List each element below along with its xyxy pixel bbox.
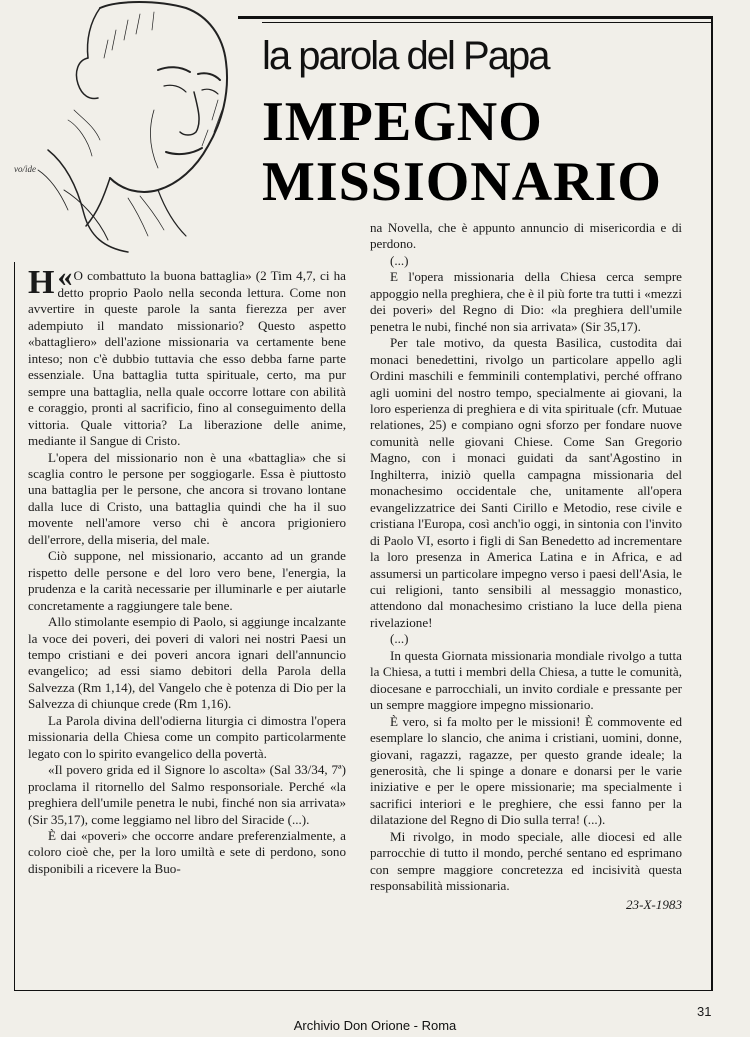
top-rule-thin — [262, 22, 712, 23]
paragraph: Mi rivolgo, in modo speciale, alle diocesi ed alle parrocchie di tutto il mondo, perché sentano ed esprimano con sempre maggiore concretezza ed incisività questa responsabilità missionaria. — [370, 828, 682, 894]
portrait-signature: vo/ide — [14, 164, 36, 174]
paragraph: È dai «poveri» che occorre andare preferenzialmente, a coloro cioè che, per la loro umiltà e sete di perdono, sono disponibili a ricevere la Buo- — [28, 827, 346, 876]
paragraph: « H O combattuto la buona battaglia» (2 Tim 4,7, ci ha detto proprio Paolo nella seconda lettura. Come non avvertire in queste parole la santa fierezza per aver adempiuto il mandato missionario? Questo aspetto «battagliero» dell'azione missionaria va certamente bene inteso; non c'è dubbio tuttavia che esso debba farne parte essenziale. Una battaglia tutta spirituale, certo, ma pur sempre una battaglia, nella quale occorre lottare con abilità e coraggio, pronti al sacrificio, fino al conseguimento della vittoria. Quale vittoria? La liberazione delle anime, mediante il Sangue di Cristo. — [28, 260, 346, 449]
left-rule — [14, 262, 15, 991]
paragraph: na Novella, che è appunto annuncio di misericordia e di perdono. — [370, 220, 682, 252]
left-column — [28, 260, 346, 877]
title-line-1: IMPEGNO — [262, 91, 543, 153]
page-number: 31 — [697, 1004, 712, 1019]
opening-quote: « — [57, 260, 73, 293]
article-title — [262, 92, 662, 212]
paragraph: È vero, si fa molto per le missioni! È commovente ed esemplare lo slancio, che anima i cristiani, uomini, donne, giovani, ragazzi, ragazze, per questo grande ideale; la generosità, che li spinge a donare e donarsi per le varie iniziative e per le opere missionarie; ma specialmente i sacrifici interiori e le preghiere, che essi fanno per la dilatazione del Regno di Dio sulla terra! (...). — [370, 713, 682, 828]
ellipsis: (...) — [390, 252, 409, 268]
ellipsis: (...) — [390, 631, 409, 647]
article-date: 23-X-1983 — [625, 896, 682, 912]
paragraph: La Parola divina dell'odierna liturgia ci dimostra l'opera missionaria della Chiesa come un compito particolarmente legato con lo spirito evangelico della povertà. — [28, 712, 346, 761]
paragraph: Allo stimolante esempio di Paolo, si aggiunge incalzante la voce dei poveri, dei poveri di valori nei nostri Paesi un tempo cristiani e dei poveri ancora ignari dell'annuncio evangelico; ad essi siamo debitori della Parola della Salvezza (Rm 1,14), del Vangelo che è potenza di Dio per la Salvezza di chiunque crede (Rm 1,16). — [28, 614, 346, 712]
pope-portrait-sketch — [8, 0, 258, 255]
section-kicker: la parola del Papa — [262, 34, 549, 78]
drop-cap: H — [28, 264, 55, 301]
paragraph: E l'opera missionaria della Chiesa cerca sempre appoggio nella preghiera, che è il più forte tra tutti i «mezzi dei poveri» del Regno di Dio: «la preghiera dell'umile penetra le nubi, finché non sia arrivata» (Sir 35,17). — [370, 269, 682, 334]
paragraph: «Il povero grida ed il Signore lo ascolta» (Sal 33/34, 7ª) proclama il ritornello del Salmo responsoriale. Perché «la preghiera dell'umile penetra le nubi, finché non sia arrivata» (Sir 35,17), come leggiamo nel libro del Siracide (...). — [28, 762, 346, 827]
title-line-2: MISSIONARIO — [262, 151, 662, 213]
archive-footer: Archivio Don Orione - Roma — [293, 1018, 457, 1033]
top-rule — [238, 16, 712, 19]
paragraph: Per tale motivo, da questa Basilica, custodita dai monaci benedettini, rivolgo un particolare appello agli Ordini maschili e femminili contemplativi, perché offrano agli uomini del nostro tempo, specialmente ai giovani, la loro esperienza di preghiera e di vita spirituale (cfr. Mutuae relationes, 25) e compiano ogni sforzo per fondare nuove comunità nelle giovani Chiese. Come San Gregorio Magno, con i monaci guidati da sant'Agostino in Inghilterra, iniziò quella campagna missionaria del monachesimo occidentale che, unitamente all'opera evangelizzatrice dei Santi Cirillo e Metodio, rese civile e cristiana l'Europa, così anch'io oggi, in sintonia con l'invito di Paolo VI, esorto i figli di San Benedetto ad incrementare la loro presenza in America Latina e in Africa, e ad assumersi un particolare impegno verso i paesi dell'Asia, le cui religioni, tanto sensibili al messaggio monastico, attendono dal monachesimo cristiano la luce della piena rivelazione! — [370, 335, 682, 630]
paragraph: In questa Giornata missionaria mondiale rivolgo a tutta la Chiesa, a tutti i membri della Chiesa, a tutte le comunità, diocesane e parrocchiali, un invito cordiale e pressante per un sempre maggiore impegno missionario. — [370, 647, 682, 713]
right-rule — [711, 16, 713, 991]
paragraph: Ciò suppone, nel missionario, accanto ad un grande rispetto delle persone e del loro vero bene, l'energia, la prudenza e la carità necessarie per illuminarle e per aiutarle concretamente a raggiungere tale bene. — [28, 548, 346, 613]
bottom-rule — [14, 990, 713, 991]
right-column — [370, 220, 682, 913]
paragraph: L'opera del missionario non è una «battaglia» che si scaglia contro le persone per soggiogarle. Essa è piuttosto una battaglia per le persone, che ancora si trovano lontane dalla luce di Cristo, una battaglia quindi che ha il suo movente nell'amore verso chi è ancora prigioniero dell'errore, della miseria, del male. — [28, 449, 346, 547]
